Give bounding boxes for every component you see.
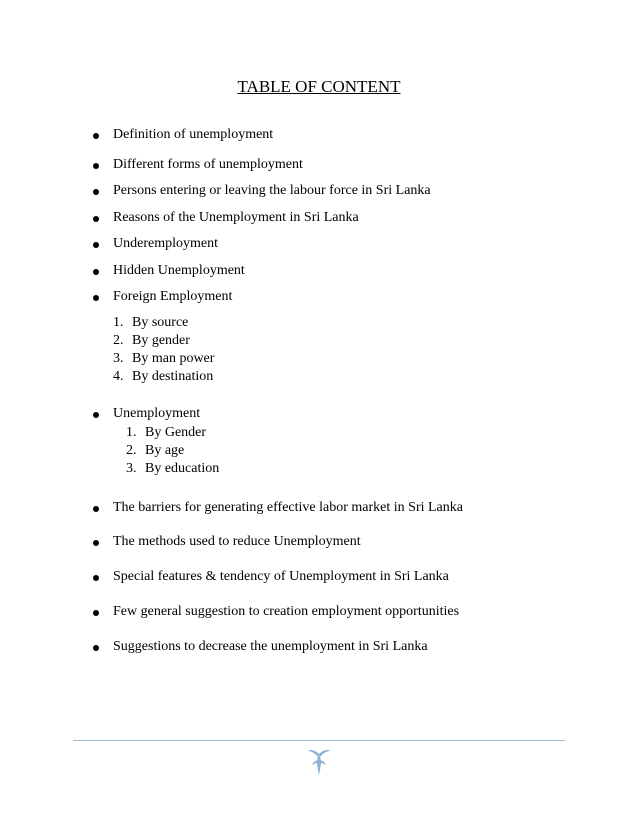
toc-bullet [93, 610, 99, 616]
toc-item-suggestions-decrease: Suggestions to decrease the unemployment in Sri Lanka [113, 639, 428, 654]
toc-item-forms: Different forms of unemployment [113, 157, 303, 172]
footer-divider [73, 740, 565, 741]
toc-bullet [93, 163, 99, 169]
toc-item-hidden: Hidden Unemployment [113, 263, 245, 278]
toc-bullet [93, 269, 99, 275]
sub-item: By source [132, 315, 189, 330]
toc-bullet [93, 216, 99, 222]
sub-item: By age [145, 443, 185, 458]
sub-number: 4. [113, 369, 124, 384]
toc-bullet [93, 189, 99, 195]
toc-item-barriers: The barriers for generating effective labor market in Sri Lanka [113, 500, 463, 515]
toc-bullet [93, 133, 99, 139]
toc-item-unemployment: Unemployment [113, 406, 201, 421]
sub-item: By Gender [145, 425, 207, 440]
sub-item: By gender [132, 333, 190, 348]
sub-number: 1. [113, 315, 124, 330]
toc-item-definition: Definition of unemployment [113, 127, 274, 142]
toc-item-features: Special features & tendency of Unemployment in Sri Lanka [113, 569, 449, 584]
sub-number: 2. [126, 443, 137, 458]
toc-bullet [93, 295, 99, 301]
toc-bullet [93, 575, 99, 581]
toc-bullet [93, 506, 99, 512]
sub-number: 3. [126, 461, 137, 476]
sub-item: By education [145, 461, 220, 476]
toc-bullet [93, 242, 99, 248]
toc-item-reasons: Reasons of the Unemployment in Sri Lanka [113, 210, 359, 225]
toc-bullet [93, 412, 99, 418]
sub-number: 3. [113, 351, 124, 366]
toc-item-foreign: Foreign Employment [113, 289, 233, 304]
toc-item-suggestion-opportunities: Few general suggestion to creation employment opportunities [113, 604, 460, 619]
toc-item-labour-force: Persons entering or leaving the labour force in Sri Lanka [113, 183, 431, 198]
page-title: TABLE OF CONTENT [237, 77, 401, 96]
toc-bullet [93, 645, 99, 651]
sub-item: By destination [132, 369, 214, 384]
sub-number: 2. [113, 333, 124, 348]
toc-item-methods: The methods used to reduce Unemployment [113, 534, 361, 549]
toc-item-underemployment: Underemployment [113, 236, 218, 251]
sub-number: 1. [126, 425, 137, 440]
toc-bullet [93, 540, 99, 546]
sub-item: By man power [132, 351, 215, 366]
leaf-emblem-icon [307, 746, 331, 776]
